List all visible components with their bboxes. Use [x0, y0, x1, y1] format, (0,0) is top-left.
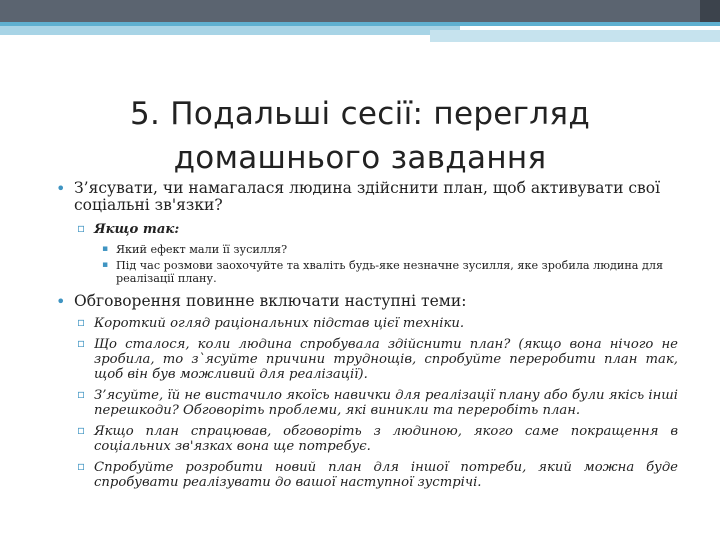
sub-bullet-icon: ▫ — [77, 459, 86, 473]
sub-bullet-item — [74, 337, 678, 382]
bullet-item — [56, 180, 678, 214]
slide-header-stripe-light — [430, 30, 720, 42]
bullet-icon: • — [56, 179, 66, 198]
slide-header-corner — [700, 0, 720, 22]
sub-bullet-item — [74, 460, 678, 490]
sub-bullet-icon: ▫ — [77, 221, 86, 235]
sub-sub-bullet-text: Який ефект мали її зусилля? — [116, 243, 288, 256]
slide-title-line-2: домашнього завдання — [173, 140, 547, 176]
sub-bullet-icon: ▫ — [77, 387, 86, 401]
bullet-icon: • — [56, 292, 66, 311]
sub-bullet-item — [74, 424, 678, 454]
bullet-text: З’ясувати, чи намагалася людина здійснити план, щоб активувати свої соціальні зв'язки? — [74, 179, 661, 214]
sub-bullet-item — [74, 222, 678, 237]
sub-bullet-text: З’ясуйте, їй не вистачило якоїсь навички для реалізації плану або були якісь інші перешкоди? Обговоріть проблеми, які виникли та переробіть план. — [94, 388, 678, 418]
sub-bullet-icon: ▫ — [77, 423, 86, 437]
sub-bullet-text: Короткий огляд раціональних підстав цієї техніки. — [94, 316, 465, 331]
sub-bullet-text: Якщо план спрацював, обговоріть з людиною, якого саме покращення в соціальних зв'язках вона ще потребує. — [94, 424, 678, 454]
slide-body — [56, 180, 678, 496]
sub-sub-bullet-icon: ▪ — [102, 244, 109, 254]
sub-bullet-text: Якщо так: — [94, 222, 180, 237]
slide-title — [0, 92, 720, 180]
sub-bullet-text: Що сталося, коли людина спробувала здійснити план? (якщо вона нічого не зробила, то з`ясуйте причини труднощів, спробуйте переробити план так, щоб він був можливий для реалізації). — [94, 337, 678, 382]
sub-bullet-icon: ▫ — [77, 336, 86, 350]
sub-bullet-item — [74, 388, 678, 418]
sub-sub-bullet-text: Під час розмови заохочуйте та хваліть будь-яке незначне зусилля, яке зробила людина для реалізації плану. — [116, 259, 664, 285]
sub-sub-bullet-icon: ▪ — [102, 260, 109, 270]
slide-header-stripe — [0, 26, 460, 35]
bullet-text: Обговорення повинне включати наступні теми: — [74, 292, 467, 310]
sub-sub-bullet-item — [100, 259, 678, 285]
sub-bullet-text: Спробуйте розробити новий план для іншої потреби, який можна буде спробувати реалізувати до вашої наступної зустрічі. — [94, 460, 678, 490]
sub-bullet-item — [74, 316, 678, 331]
sub-sub-bullet-item — [100, 243, 678, 256]
sub-bullet-icon: ▫ — [77, 315, 86, 329]
bullet-item — [56, 293, 678, 310]
slide-title-line-1: 5. Подальші сесії: перегляд — [129, 96, 591, 132]
slide-header-bar — [0, 0, 720, 22]
